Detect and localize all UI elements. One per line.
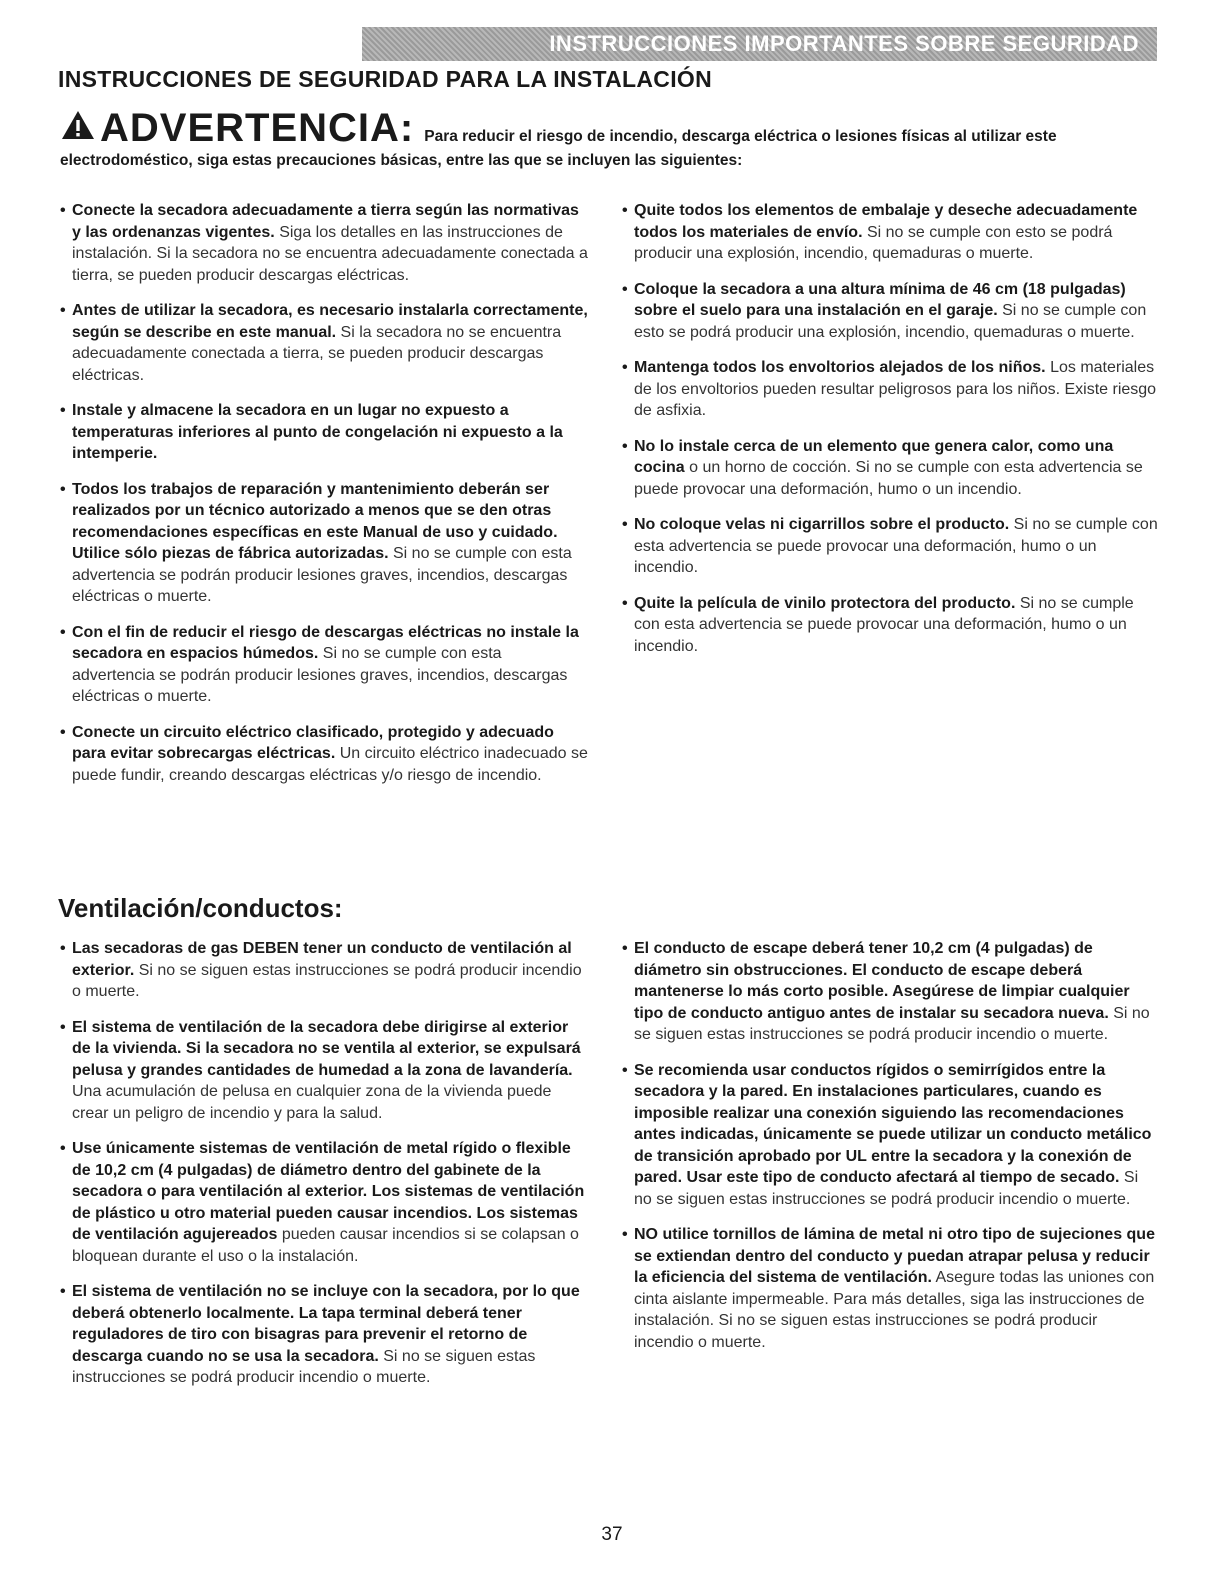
bullet-bold-text: Las secadoras de gas DEBEN tener un conducto de ventilación al exterior.: [72, 940, 572, 979]
bullet-item: [620, 436, 1160, 501]
bullet-item: [620, 279, 1160, 344]
bullet-normal-text: Si no se cumple con esta advertencia se puede provocar una deformación, humo o un incendio.: [634, 516, 1158, 576]
bullet-normal-text: Siga los detalles en las instrucciones de instalación. Si la secadora no se encuentra adecuadamente conectada a tierra, se pueden producir descargas eléctricas.: [72, 223, 588, 284]
warning-block: [60, 108, 1160, 173]
bullet-bold-text: Quite todos los elementos de embalaje y deseche adecuadamente todos los materiales de envío.: [634, 202, 1138, 241]
bullet-bold-text: El conducto de escape deberá tener 10,2 cm (4 pulgadas) de diámetro sin obstrucciones. El conducto de escape deberá mantenerse lo más corto posible. Asegúrese de limpiar cualquier tipo de conducto antiguo antes de instalar su secadora nueva.: [634, 940, 1130, 1022]
bullet-item: [58, 938, 588, 1003]
install-left-column: [58, 200, 588, 800]
bullet-bold-text: NO utilice tornillos de lámina de metal ni otro tipo de sujeciones que se extiendan dentro del conducto y puedan atrapar pelusa y reducir la eficiencia del sistema de ventilación.: [634, 1226, 1155, 1286]
bullet-normal-text: Un circuito eléctrico inadecuado se puede fundir, creando descargas eléctricas y/o riesgo de incendio.: [72, 745, 588, 784]
warning-triangle-icon: [60, 109, 96, 141]
bullet-normal-text: Los materiales de los envoltorios pueden resultar peligrosos para los niños. Existe riesgo de asfixia.: [634, 359, 1157, 419]
bullet-normal-text: Asegure todas las uniones con cinta aislante impermeable. Para más detalles, siga las instrucciones de instalación. Si no se siguen estas instrucciones se podrá producir incendio o muerte.: [634, 1269, 1155, 1351]
bullet-item: [58, 479, 588, 608]
bullet-bold-text: No coloque velas ni cigarrillos sobre el producto.: [634, 516, 1010, 533]
vent-left-column: [58, 938, 588, 1403]
bullet-item: [58, 1281, 588, 1389]
bullet-bold-text: Conecte la secadora adecuadamente a tierra según las normativas y las ordenanzas vigentes.: [72, 202, 579, 241]
bullet-item: [58, 722, 588, 787]
bullet-bold-text: Use únicamente sistemas de ventilación de metal rígido o flexible de 10,2 cm (4 pulgadas) de diámetro dentro del gabinete de la secadora o para ventilación al exterior. Los sistemas de ventilación de plástico u otro material pueden causar incendios. Los sistemas de ventilación agujereados: [72, 1140, 585, 1243]
bullet-bold-text: Antes de utilizar la secadora, es necesario instalarla correctamente, según se describe en este manual.: [72, 302, 588, 341]
ventilation-title: Ventilación/conductos:: [58, 893, 343, 923]
bullet-item: [620, 593, 1160, 658]
header-banner: INSTRUCCIONES IMPORTANTES SOBRE SEGURIDAD: [362, 27, 1157, 61]
bullet-item: [620, 1060, 1160, 1211]
bullet-normal-text: Una acumulación de pelusa en cualquier zona de la vivienda puede crear un peligro de incendio y para la salud.: [72, 1083, 552, 1122]
warning-label: ADVERTENCIA:: [100, 106, 415, 150]
bullet-normal-text: Si no se siguen estas instrucciones se podrá producir incendio o muerte.: [634, 1169, 1139, 1208]
bullet-normal-text: Si no se cumple con esta advertencia se podrán producir lesiones graves, incendios, descargas eléctricas o muerte.: [72, 545, 572, 605]
bullet-bold-text: Coloque la secadora a una altura mínima de 46 cm (18 pulgadas) sobre el suelo para una instalación en el garaje.: [634, 280, 1126, 319]
bullet-normal-text: o un horno de cocción. Si no se cumple con esta advertencia se puede provocar una deformación, humo o un incendio.: [634, 459, 1143, 498]
bullet-bold-text: El sistema de ventilación de la secadora debe dirigirse al exterior de la vivienda. Si la secadora no se ventila al exterior, se expulsará pelusa y grandes cantidades de humedad a la zona de lavandería.: [72, 1018, 581, 1079]
bullet-bold-text: El sistema de ventilación no se incluye con la secadora, por lo que deberá obtenerlo localmente. La tapa terminal deberá tener reguladores de tiro con bisagras para prevenir el retorno de descarga cuando no se usa la secadora.: [72, 1283, 580, 1365]
bullet-normal-text: Si la secadora no se encuentra adecuadamente conectada a tierra, se pueden producir descargas eléctricas.: [72, 323, 562, 384]
install-right-column: [620, 200, 1160, 671]
bullet-item: [58, 1138, 588, 1267]
bullet-normal-text: Si no se siguen estas instrucciones se podrá producir incendio o muerte.: [634, 1004, 1150, 1043]
bullet-bold-text: Instale y almacene la secadora en un lugar no expuesto a temperaturas inferiores al punto de congelación ni expuesto a la intemperie.: [72, 402, 563, 462]
bullet-bold-text: Con el fin de reducir el riesgo de descargas eléctricas no instale la secadora en espacios húmedos.: [72, 623, 579, 662]
bullet-item: [620, 938, 1160, 1046]
bullet-normal-text: Si no se cumple con esto se podrá producir una explosión, incendio, quemaduras o muerte.: [634, 223, 1113, 262]
bullet-item: [58, 200, 588, 286]
page-number: 37: [601, 1524, 623, 1545]
bullet-normal-text: Si no se cumple con esta advertencia se puede provocar una deformación, humo o un incendio.: [634, 594, 1134, 655]
bullet-item: [620, 357, 1160, 422]
bullet-bold-text: Conecte un circuito eléctrico clasificado, protegido y adecuado para evitar sobrecargas eléctricas.: [72, 723, 554, 762]
bullet-bold-text: Todos los trabajos de reparación y mantenimiento deberán ser realizados por un técnico autorizado a menos que se den otras recomendaciones específicas en este Manual de uso y cuidado. Utilice sólo piezas de fábrica autorizadas.: [72, 480, 558, 562]
bullet-normal-text: Si no se siguen estas instrucciones se podrá producir incendio o muerte.: [72, 1347, 536, 1386]
bullet-item: [58, 1017, 588, 1125]
bullet-bold-text: Mantenga todos los envoltorios alejados de los niños.: [634, 359, 1046, 376]
bullet-normal-text: Si no se siguen estas instrucciones se podrá producir incendio o muerte.: [72, 961, 582, 1000]
bullet-normal-text: Si no se cumple con esto se podrá producir una explosión, incendio, quemaduras o muerte.: [634, 302, 1147, 341]
bullet-item: [620, 200, 1160, 265]
bullet-item: [620, 1224, 1160, 1353]
bullet-item: [58, 300, 588, 386]
bullet-item: [620, 514, 1160, 579]
bullet-normal-text: Si no se cumple con esta advertencia se podrán producir lesiones graves, incendios, descargas eléctricas o muerte.: [72, 645, 568, 705]
bullet-bold-text: Quite la película de vinilo protectora del producto.: [634, 594, 1016, 612]
section-title: INSTRUCCIONES DE SEGURIDAD PARA LA INSTALACIÓN: [58, 66, 712, 92]
bullet-bold-text: Se recomienda usar conductos rígidos o semirrígidos entre la secadora y la pared. En instalaciones particulares, cuando es imposible realizar una conexión siguiendo las recomendaciones antes indicadas, únicamente se puede utilizar un conducto metálico de transición aprobado por UL entre la secadora y la conexión de pared. Usar este tipo de conducto afectará al tiempo de secado.: [634, 1061, 1152, 1186]
bullet-item: [58, 622, 588, 708]
bullet-item: [58, 400, 588, 465]
bullet-bold-text: No lo instale cerca de un elemento que genera calor, como una cocina: [634, 437, 1114, 476]
warning-text: Para reducir el riesgo de incendio, descarga eléctrica o lesiones físicas al utilizar este electrodoméstico, siga estas precauciones básicas, entre las que se incluyen las siguientes:: [60, 128, 1057, 169]
bullet-normal-text: pueden causar incendios si se colapsan o bloquean durante el uso o la instalación.: [72, 1226, 579, 1265]
vent-right-column: [620, 938, 1160, 1367]
